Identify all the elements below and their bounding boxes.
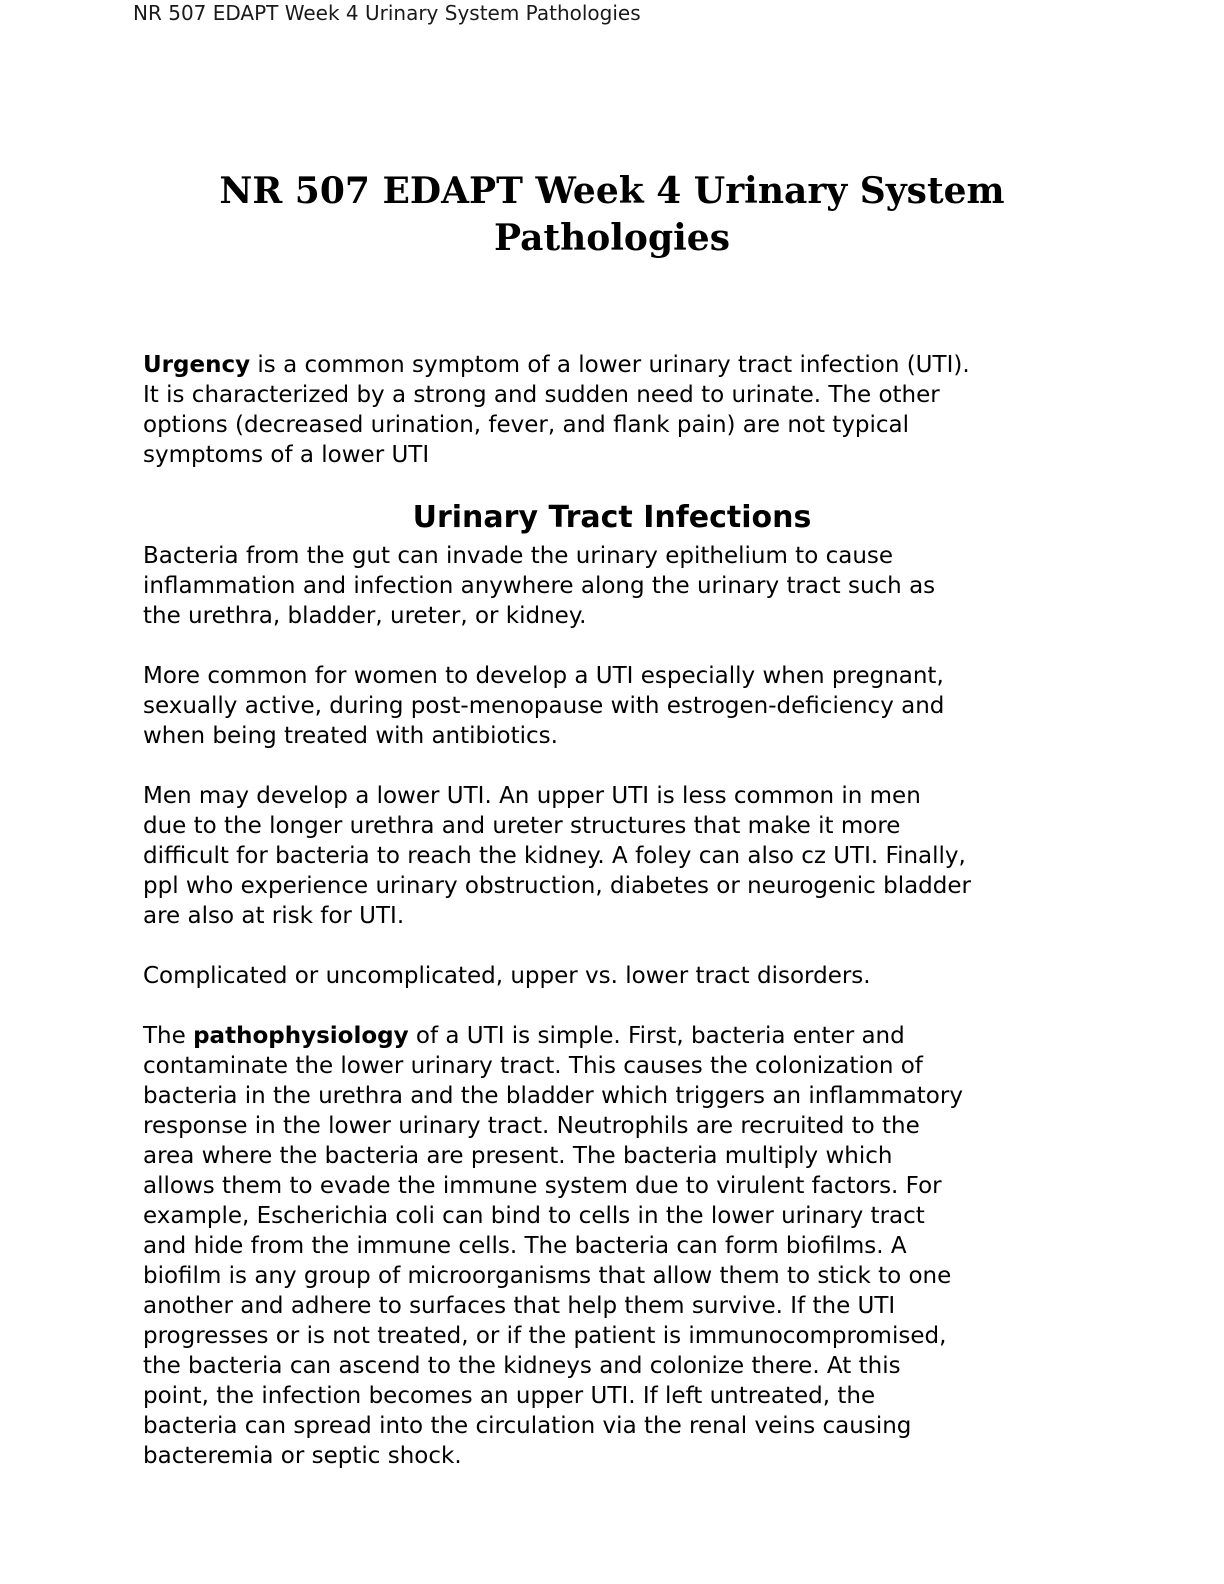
paragraph-line: options (decreased urination, fever, and flank pain) are not typical <box>143 412 910 438</box>
paragraph-line: due to the longer urethra and ureter structures that make it more <box>143 813 901 839</box>
paragraph-line: More common for women to develop a UTI especially when pregnant, <box>143 663 944 689</box>
paragraph-women <box>143 661 1083 751</box>
paragraph-line: the bacteria can ascend to the kidneys and colonize there. At this <box>143 1353 901 1379</box>
paragraph-line: difficult for bacteria to reach the kidney. A foley can also cz UTI. Finally, <box>143 843 966 869</box>
paragraph-line: Bacteria from the gut can invade the urinary epithelium to cause <box>143 543 894 569</box>
paragraph-line: the urethra, bladder, ureter, or kidney. <box>143 603 587 629</box>
paragraph-line: when being treated with antibiotics. <box>143 723 558 749</box>
paragraph-line: sexually active, during post-menopause with estrogen-deficiency and <box>143 693 945 719</box>
paragraph-line: bacteria in the urethra and the bladder which triggers an inflammatory <box>143 1083 963 1109</box>
paragraph-line <box>143 350 1083 380</box>
paragraph-line: response in the lower urinary tract. Neutrophils are recruited to the <box>143 1113 920 1139</box>
paragraph-line: Complicated or uncomplicated, upper vs. lower tract disorders. <box>143 963 871 989</box>
bold-term: Urgency <box>143 352 251 378</box>
paragraph-line: another and adhere to surfaces that help them survive. If the UTI <box>143 1293 896 1319</box>
paragraph-line: symptoms of a lower UTI <box>143 442 430 468</box>
text-run: of a UTI is simple. First, bacteria enter and <box>408 1023 905 1049</box>
paragraph-line: are also at risk for UTI. <box>143 903 405 929</box>
paragraph-line: bacteria can spread into the circulation via the renal veins causing <box>143 1413 912 1439</box>
bold-term: pathophysiology <box>193 1023 409 1049</box>
running-header: NR 507 EDAPT Week 4 Urinary System Pathologies <box>133 1 641 25</box>
paragraph-line: point, the infection becomes an upper UTI. If left untreated, the <box>143 1383 876 1409</box>
document-title <box>0 168 1224 262</box>
section-heading: Urinary Tract Infections <box>412 500 812 535</box>
paragraph-pathophysiology <box>143 1021 1083 1471</box>
paragraph-line: biofilm is any group of microorganisms that allow them to stick to one <box>143 1263 952 1289</box>
paragraph-line: example, Escherichia coli can bind to cells in the lower urinary tract <box>143 1203 925 1229</box>
text-run: The <box>143 1023 194 1049</box>
paragraph-line: area where the bacteria are present. The bacteria multiply which <box>143 1143 893 1169</box>
paragraph-line: inflammation and infection anywhere along the urinary tract such as <box>143 573 936 599</box>
paragraph-line: progresses or is not treated, or if the patient is immunocompromised, <box>143 1323 947 1349</box>
paragraph-line: bacteremia or septic shock. <box>143 1443 462 1469</box>
paragraph-line: allows them to evade the immune system due to virulent factors. For <box>143 1173 942 1199</box>
paragraph-line: ppl who experience urinary obstruction, diabetes or neurogenic bladder <box>143 873 971 899</box>
paragraph-classification <box>143 961 1083 991</box>
paragraph-line: It is characterized by a strong and sudden need to urinate. The other <box>143 382 940 408</box>
text-run: is a common symptom of a lower urinary tract infection (UTI). <box>250 352 970 378</box>
intro-paragraph <box>143 350 1083 470</box>
document-title-line: NR 507 EDAPT Week 4 Urinary System <box>219 170 1005 212</box>
paragraph-line: and hide from the immune cells. The bacteria can form biofilms. A <box>143 1233 907 1259</box>
document-title-line: Pathologies <box>494 217 730 259</box>
paragraph-line: contaminate the lower urinary tract. This causes the colonization of <box>143 1053 923 1079</box>
paragraph-bacteria <box>143 541 1083 631</box>
paragraph-line <box>143 1021 1083 1051</box>
paragraph-line: Men may develop a lower UTI. An upper UTI is less common in men <box>143 783 921 809</box>
paragraph-men <box>143 781 1083 931</box>
